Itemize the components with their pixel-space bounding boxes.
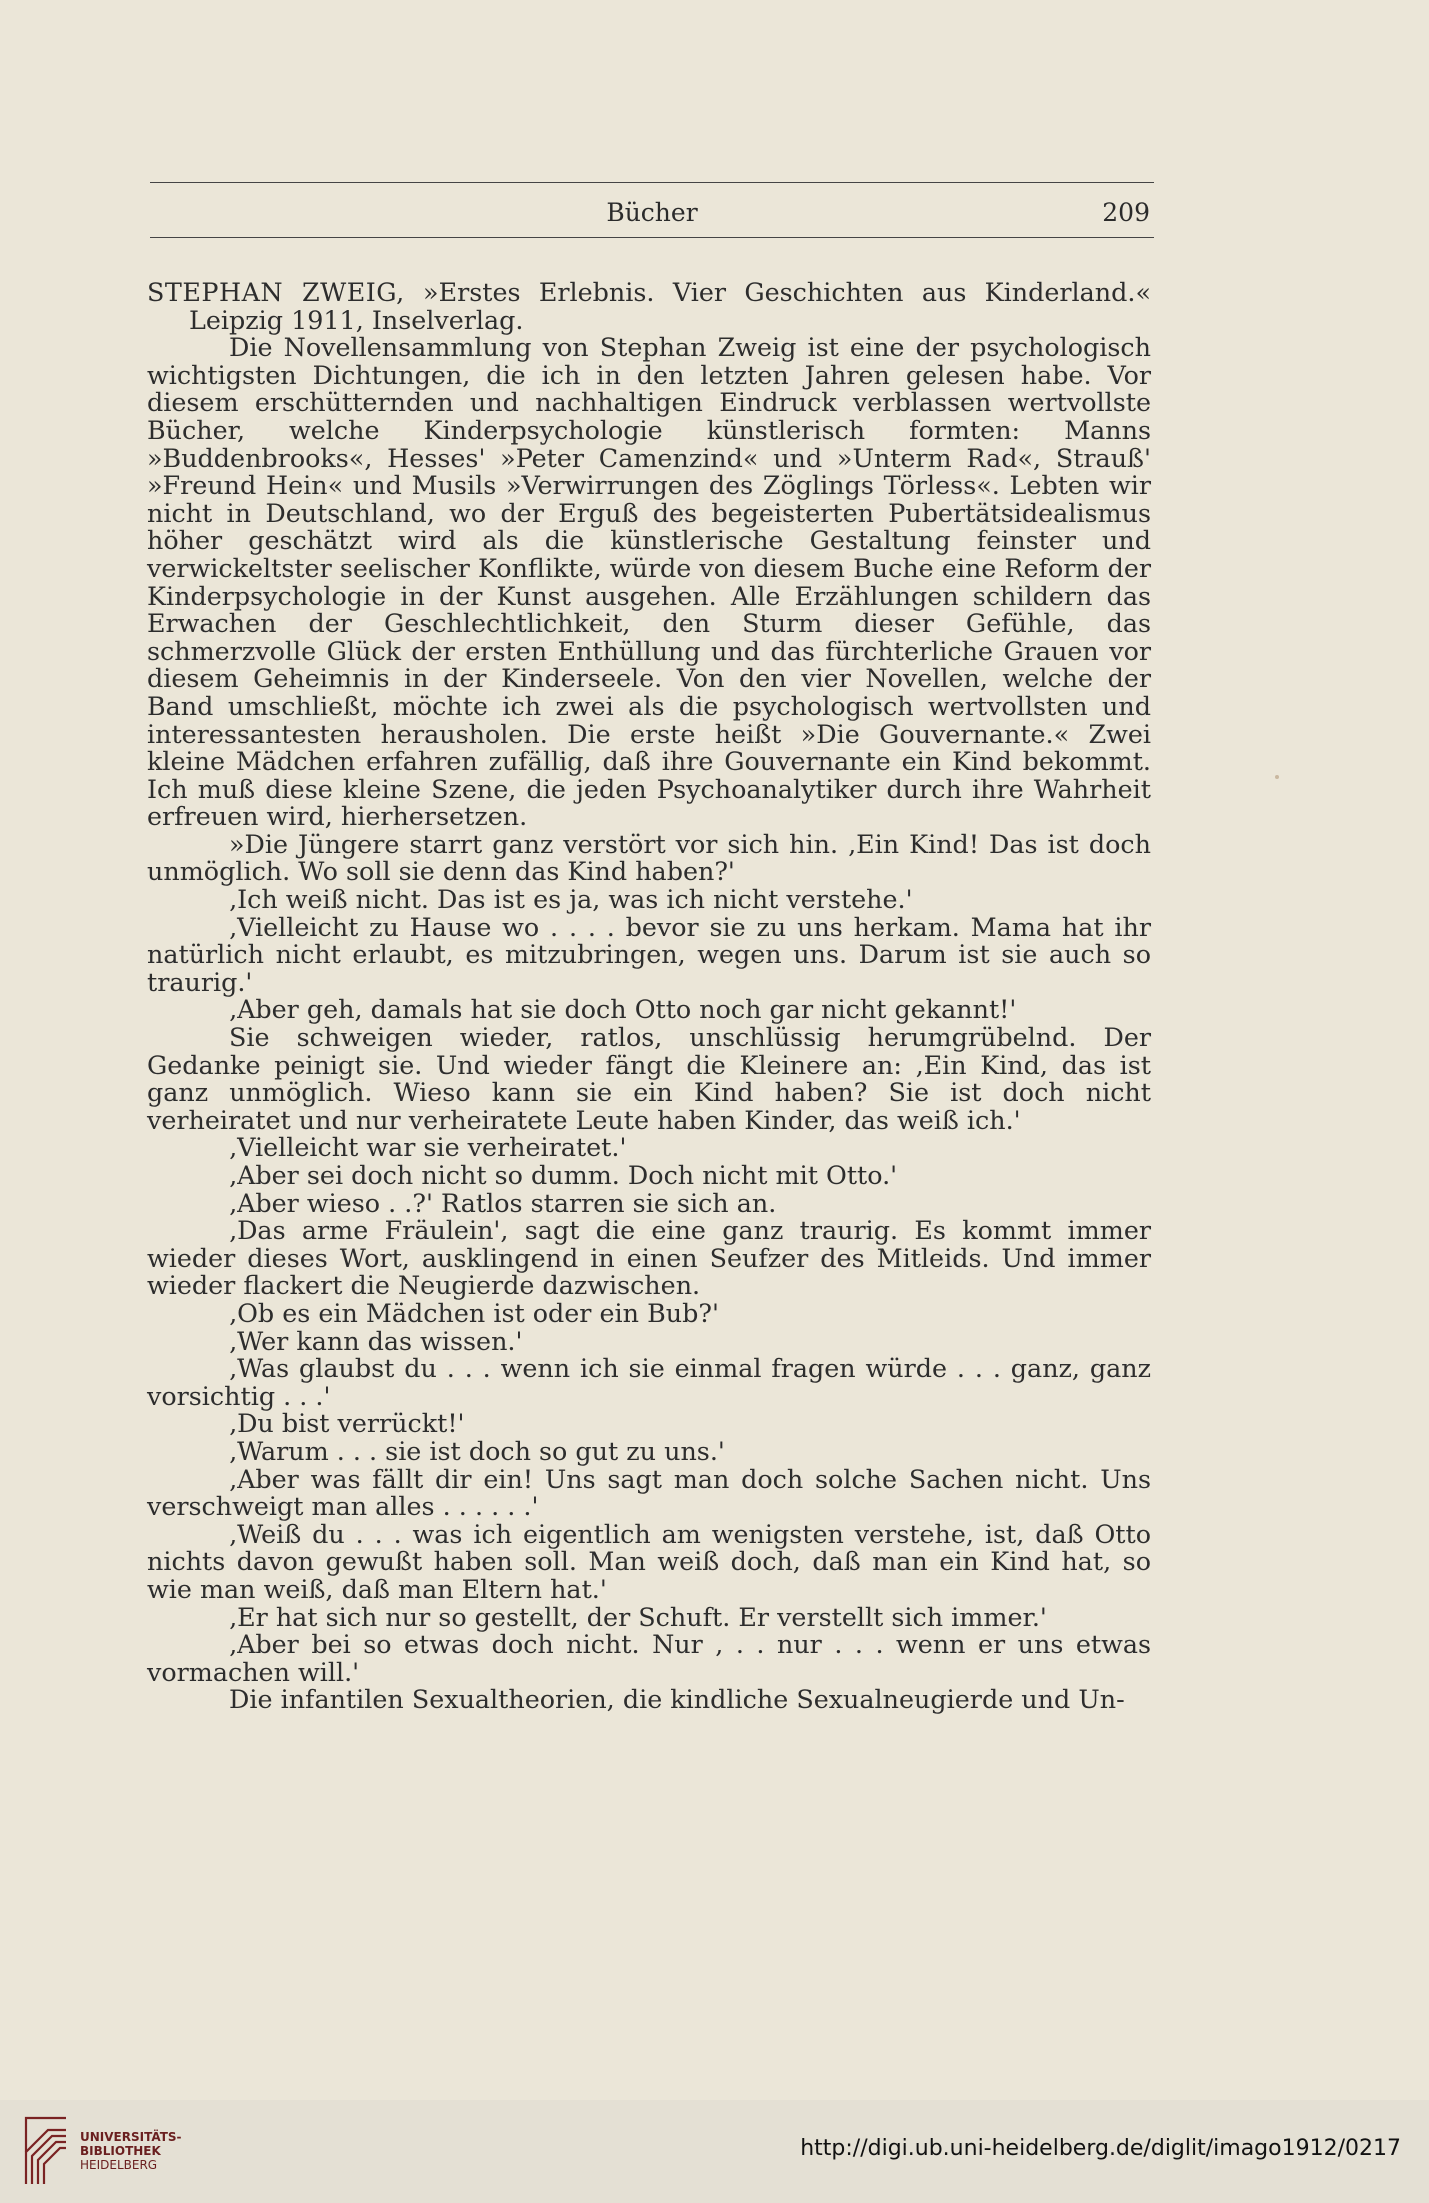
running-head-title: Bücher	[606, 198, 698, 227]
library-logo-text	[80, 2130, 182, 2172]
paragraph: »Die Jüngere starrt ganz verstört vor sich hin. ‚Ein Kind! Das ist doch unmöglich. Wo soll sie denn das Kind haben?'	[147, 828, 1151, 887]
page-number: 209	[1102, 198, 1150, 227]
paragraph: ‚Vielleicht zu Hause wo . . . . bevor sie zu uns herkam. Mama hat ihr natürlich nicht erlaubt, es mitzubringen, wegen uns. Darum ist sie auch so traurig.'	[147, 911, 1151, 997]
review-citation: »Erstes Erlebnis. Vier Geschichten aus Kinderland.« Leipzig 1911, Inselverlag.	[189, 277, 1151, 335]
paragraph: Die Novellensammlung von Stephan Zweig ist eine der psychologisch wichtigsten Dichtungen, die ich in den letzten Jahren gelesen habe. Vor diesem erschütternden und nachhaltigen Eindruck verblassen wertvollste Bücher, welche Kinderpsychologie künstlerisch formten: Manns »Buddenbrooks«, Hesses' »Peter Camenzind« und »Unterm Rad«, Strauß' »Freund Hein« und Musils »Verwirrungen des Zöglings Törless«. Lebten wir nicht in Deutschland, wo der Erguß des begeisterten Pubertätsidealismus höher geschätzt wird als die künstlerische Gestaltung feinster und verwickeltster seelischer Konflikte, würde von diesem Buche eine Reform der Kinderpsychologie in der Kunst ausgehen. Alle Erzählungen schildern das Erwachen der Geschlechtlichkeit, den Sturm dieser Gefühle, das schmerzvolle Glück der ersten Enthüllung und das fürchterliche Grauen vor diesem Geheimnis in der Kinderseele. Von den vier Novellen, welche der Band umschließt, möchte ich zwei als die psychologisch wertvollsten und interessantesten herausholen. Die erste heißt »Die Gouvernante.« Zwei kleine Mädchen erfahren zufällig, daß ihre Gouvernante ein Kind bekommt. Ich muß diese kleine Szene, die jeden Psychoanalytiker durch ihre Wahrheit erfreuen wird, hierhersetzen.	[147, 332, 1151, 832]
body-text	[147, 279, 1151, 1714]
logo-line: UNIVERSITÄTS-	[80, 2130, 182, 2144]
review-heading	[147, 279, 1151, 334]
logo-line: BIBLIOTHEK	[80, 2144, 161, 2158]
paragraph: ‚Aber wieso . .?' Ratlos starren sie sich an.	[229, 1187, 777, 1218]
paragraph: ‚Aber bei so etwas doch nicht. Nur , . . nur . . . wenn er uns etwas vormachen will.'	[147, 1629, 1151, 1687]
paragraph: ‚Ob es ein Mädchen ist oder ein Bub?'	[229, 1297, 719, 1328]
paragraph: ‚Er hat sich nur so gestellt, der Schuft. Er verstellt sich immer.'	[229, 1601, 1047, 1632]
paragraph: ‚Wer kann das wissen.'	[229, 1325, 523, 1356]
paragraph: ‚Ich weiß nicht. Das ist es ja, was ich nicht verstehe.'	[229, 884, 913, 915]
logo-line: HEIDELBERG	[80, 2158, 158, 2172]
paragraph: ‚Du bist verrückt!'	[229, 1408, 465, 1439]
header-rule-top	[150, 182, 1154, 183]
paper-speck	[1275, 775, 1279, 779]
header-rule-bottom	[150, 237, 1154, 238]
review-author: STEPHAN ZWEIG,	[147, 277, 405, 307]
paragraph: ‚Aber sei doch nicht so dumm. Doch nicht mit Otto.'	[229, 1160, 898, 1190]
paragraph: ‚Vielleicht war sie verheiratet.'	[229, 1132, 627, 1163]
paragraph: ‚Was glaubst du . . . wenn ich sie einmal fragen würde . . . ganz, ganz vorsichtig . . .'	[147, 1353, 1151, 1411]
paragraph: ‚Aber geh, damals hat sie doch Otto noch gar nicht gekannt!'	[229, 994, 1017, 1025]
running-head	[150, 198, 1154, 232]
paragraph: Sie schweigen wieder, ratlos, unschlüssig herumgrübelnd. Der Gedanke peinigt sie. Und wieder fängt die Kleinere an: ‚Ein Kind, das ist ganz unmöglich. Wieso kann sie ein Kind haben? Sie ist doch nicht verheiratet und nur verheiratete Leute haben Kinder, das weiß ich.'	[147, 1022, 1151, 1135]
library-logo-icon	[22, 2114, 70, 2186]
paragraph: ‚Weiß du . . . was ich eigentlich am wenigsten verstehe, ist, daß Otto nichts davon gewußt haben soll. Man weiß doch, daß man ein Kind hat, so wie man weiß, daß man Eltern hat.'	[147, 1518, 1151, 1604]
paragraph: Die infantilen Sexualtheorien, die kindliche Sexualneugierde und Un-	[229, 1684, 1125, 1715]
paragraph: ‚Warum . . . sie ist doch so gut zu uns.'	[229, 1435, 725, 1466]
viewer-footer	[0, 2100, 1429, 2203]
source-url-link[interactable]: http://digi.ub.uni-heidelberg.de/diglit/imago1912/0217	[800, 2136, 1401, 2161]
paragraph: ‚Aber was fällt dir ein! Uns sagt man doch solche Sachen nicht. Uns verschweigt man alles . . . . . .'	[147, 1463, 1151, 1522]
paragraph: ‚Das arme Fräulein', sagt die eine ganz traurig. Es kommt immer wieder dieses Wort, ausklingend in einen Seufzer des Mitleids. Und immer wieder flackert die Neugierde dazwischen.	[147, 1215, 1151, 1301]
